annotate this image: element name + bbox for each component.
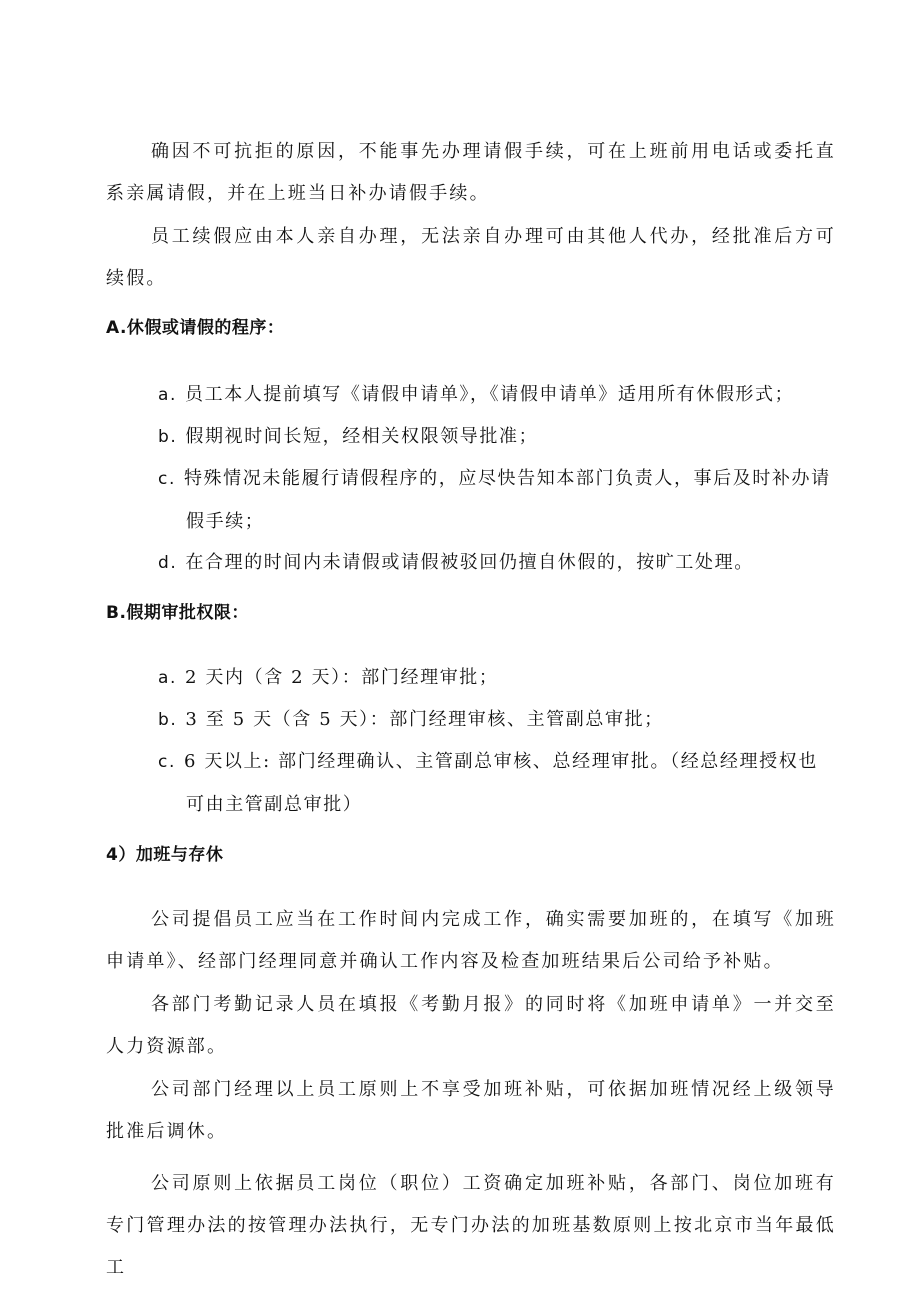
section-a-heading: A.休假或请假的程序：	[106, 318, 285, 338]
list-item-text: 特殊情况未能履行请假程序的，应尽快告知本部门负责人，事后及时补办请	[183, 468, 831, 489]
list-marker: c.	[158, 752, 176, 772]
list-marker: a.	[158, 385, 178, 405]
list-item-text: 3 至 5 天（含 5 天）：部门经理审核、主管副总审批；	[185, 709, 664, 730]
list-item	[158, 374, 838, 416]
list-marker: b.	[158, 710, 178, 730]
list-item-text: 员工本人提前填写《请假申请单》，《请假申请单》适用所有休假形式；	[185, 384, 795, 405]
list-item-continuation: 可由主管副总审批）	[186, 794, 363, 815]
paragraph-overtime-2: 各部门考勤记录人员在填报《考勤月报》的同时将《加班申请单》一并交至人力资源部。	[106, 994, 836, 1057]
paragraph-overtime-3: 公司部门经理以上员工原则上不享受加班补贴，可依据加班情况经上级领导批准后调休。	[106, 1079, 836, 1142]
list-marker: d.	[158, 553, 178, 573]
paragraph-overtime-1: 公司提倡员工应当在工作时间内完成工作，确实需要加班的，在填写《加班申请单》、经部门经理同意并确认工作内容及检查加班结果后公司给予补贴。	[106, 909, 836, 972]
list-item	[158, 542, 838, 584]
list-item	[158, 741, 838, 783]
list-item-text: 假期视时间长短，经相关权限领导批准；	[185, 426, 539, 447]
list-item-continuation: 假手续；	[186, 511, 265, 532]
list-item-text: 2 天内（含 2 天）：部门经理审批；	[185, 667, 499, 688]
list-item	[158, 657, 838, 699]
list-item-text: 在合理的时间内未请假或请假被驳回仍擅自休假的，按旷工处理。	[185, 552, 754, 573]
list-marker: b.	[158, 427, 178, 447]
section-4-heading: 4）加班与存休	[106, 845, 224, 865]
list-item-text: 6 天以上: 部门经理确认、主管副总审核、总经理审批。（经总经理授权也	[183, 751, 818, 772]
list-marker: a.	[158, 668, 178, 688]
list-marker: c.	[158, 469, 176, 489]
section-b-heading: B.假期审批权限：	[106, 603, 249, 623]
list-item	[158, 699, 838, 741]
paragraph-leave-extension: 员工续假应由本人亲自办理，无法亲自办理可由其他人代办，经批准后方可续假。	[106, 226, 836, 289]
paragraph-overtime-4: 公司原则上依据员工岗位（职位）工资确定加班补贴，各部门、岗位加班有专门管理办法的按管理办法执行，无专门办法的加班基数原则上按北京市当年最低工	[106, 1173, 836, 1278]
list-item	[158, 416, 838, 458]
paragraph-leave-emergency: 确因不可抗拒的原因，不能事先办理请假手续，可在上班前用电话或委托直系亲属请假，并在上班当日补办请假手续。	[106, 141, 836, 204]
list-item	[158, 458, 838, 500]
